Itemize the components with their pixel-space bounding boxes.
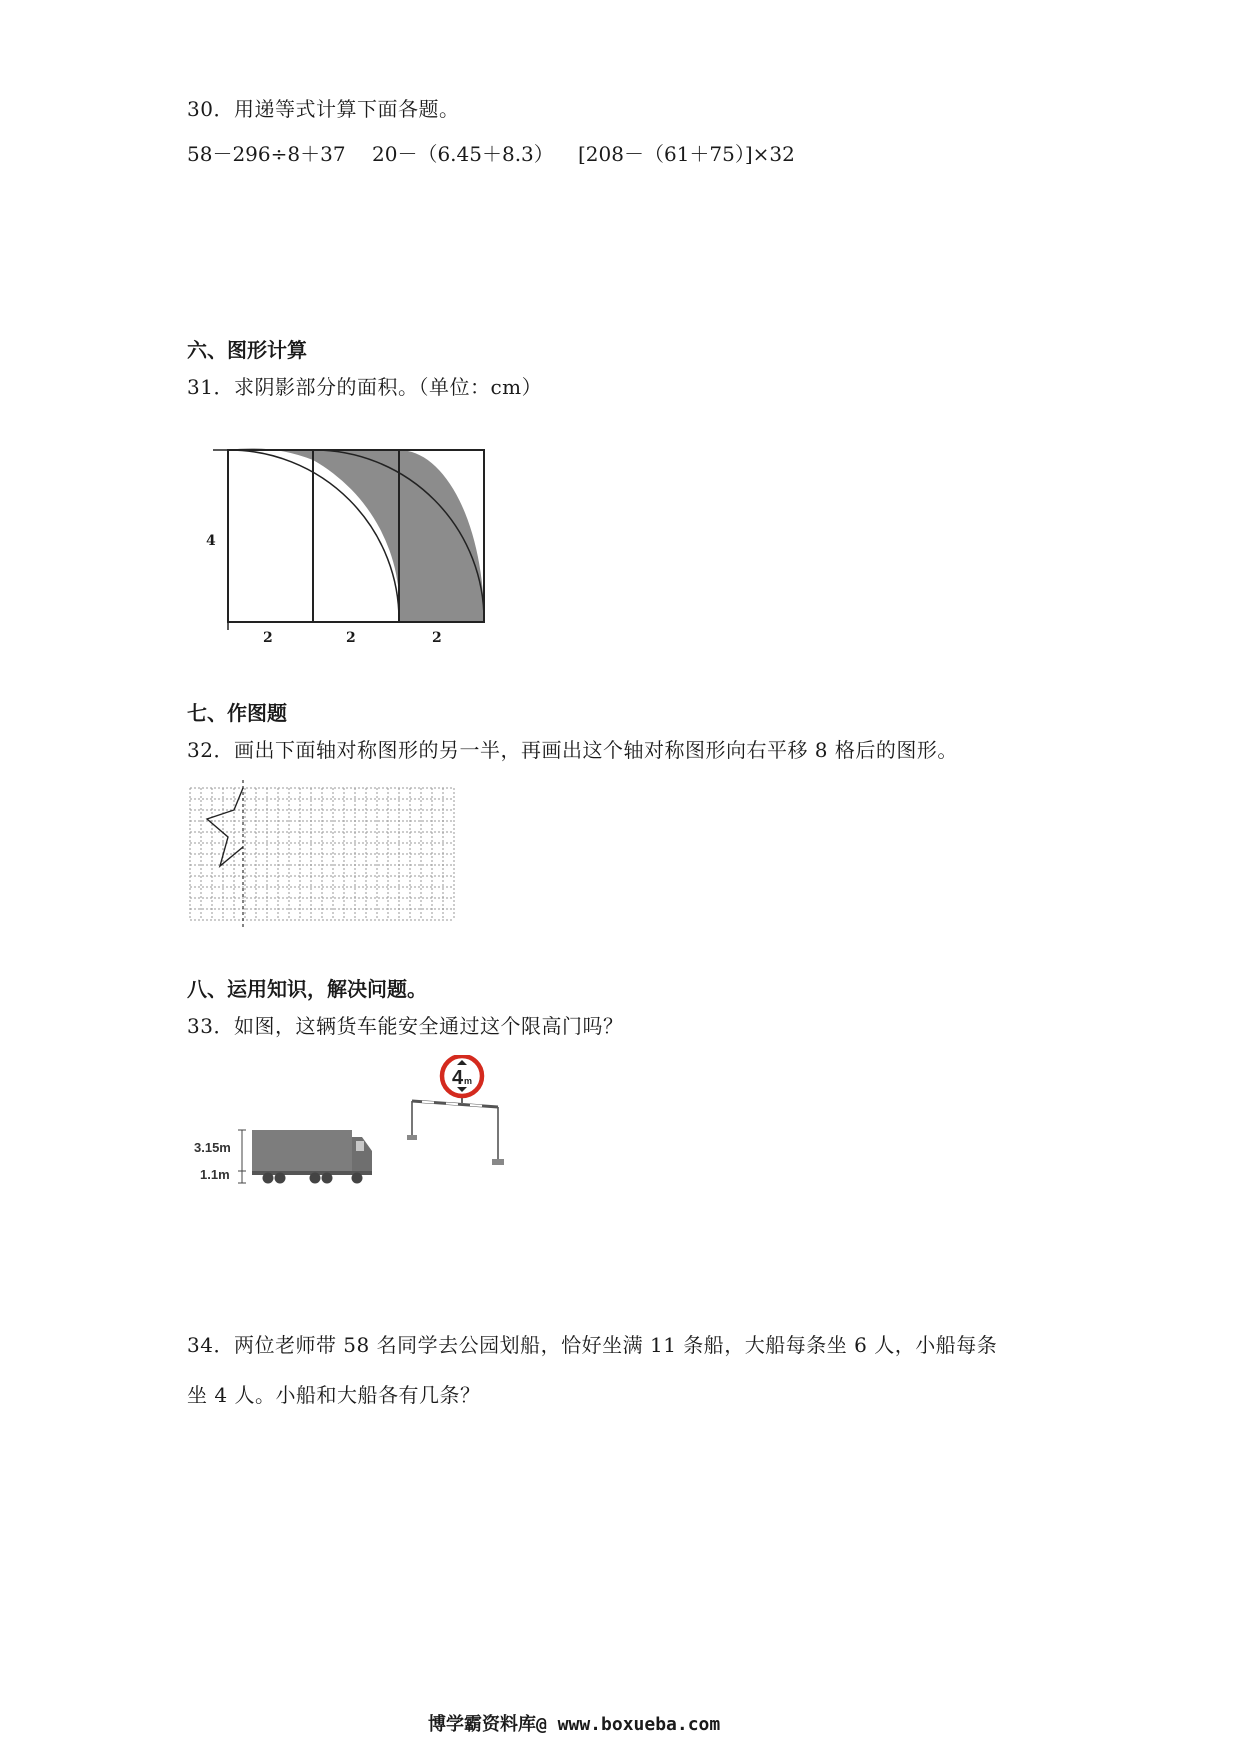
grid-lines <box>190 788 454 920</box>
section-6-heading: 六、图形计算 <box>187 338 307 362</box>
q30-expr-3: [208－（61＋75）]×32 <box>578 142 795 166</box>
symmetry-grid[interactable] <box>188 780 458 930</box>
q33-title: 33．如图，这辆货车能安全通过这个限高门吗？ <box>187 1014 624 1038</box>
sign-number: 4 <box>452 1067 464 1089</box>
truck-wheel <box>352 1173 363 1184</box>
section-7-heading: 七、作图题 <box>187 701 287 725</box>
q34-line-1: 34．两位老师带 58 名同学去公园划船，恰好坐满 11 条船，大船每条坐 6 人，小船每条 <box>187 1333 998 1357</box>
section-8-heading: 八、运用知识，解决问题。 <box>187 977 427 1001</box>
wheel-height-label: 1.1m <box>200 1167 230 1182</box>
truck-height-figure <box>190 1055 530 1190</box>
truck-wheel <box>275 1173 286 1184</box>
truck-wheel <box>310 1173 321 1184</box>
q32-title: 32．画出下面轴对称图形的另一半，再画出这个轴对称图形向右平移 8 格后的图形。 <box>187 738 958 762</box>
gate-bar <box>412 1101 498 1107</box>
q30-expr-1: 58－296÷8＋37 <box>187 142 346 166</box>
height-limit-sign <box>442 1056 482 1104</box>
half-star-shape <box>207 788 243 866</box>
q30-title: 30．用递等式计算下面各题。 <box>187 97 460 121</box>
width-label-3: 2 <box>432 630 442 646</box>
sign-unit: m <box>464 1076 473 1086</box>
width-label-2: 2 <box>346 630 356 646</box>
height-label: 4 <box>206 533 216 549</box>
q30-expr-2: 20－（6.45＋8.3） <box>372 142 554 166</box>
truck-height-label: 3.15m <box>194 1140 231 1155</box>
truck-cargo <box>252 1130 352 1172</box>
footer-watermark: 博学霸资料库@ www.boxueba.com <box>428 1714 721 1735</box>
q34-line-2: 坐 4 人。小船和大船各有几条？ <box>187 1383 481 1407</box>
truck-wheel <box>322 1173 333 1184</box>
width-label-1: 2 <box>263 630 273 646</box>
q31-title: 31．求阴影部分的面积。（单位：cm） <box>187 375 543 399</box>
truck-wheel <box>263 1173 274 1184</box>
shaded-area-figure <box>195 440 495 655</box>
